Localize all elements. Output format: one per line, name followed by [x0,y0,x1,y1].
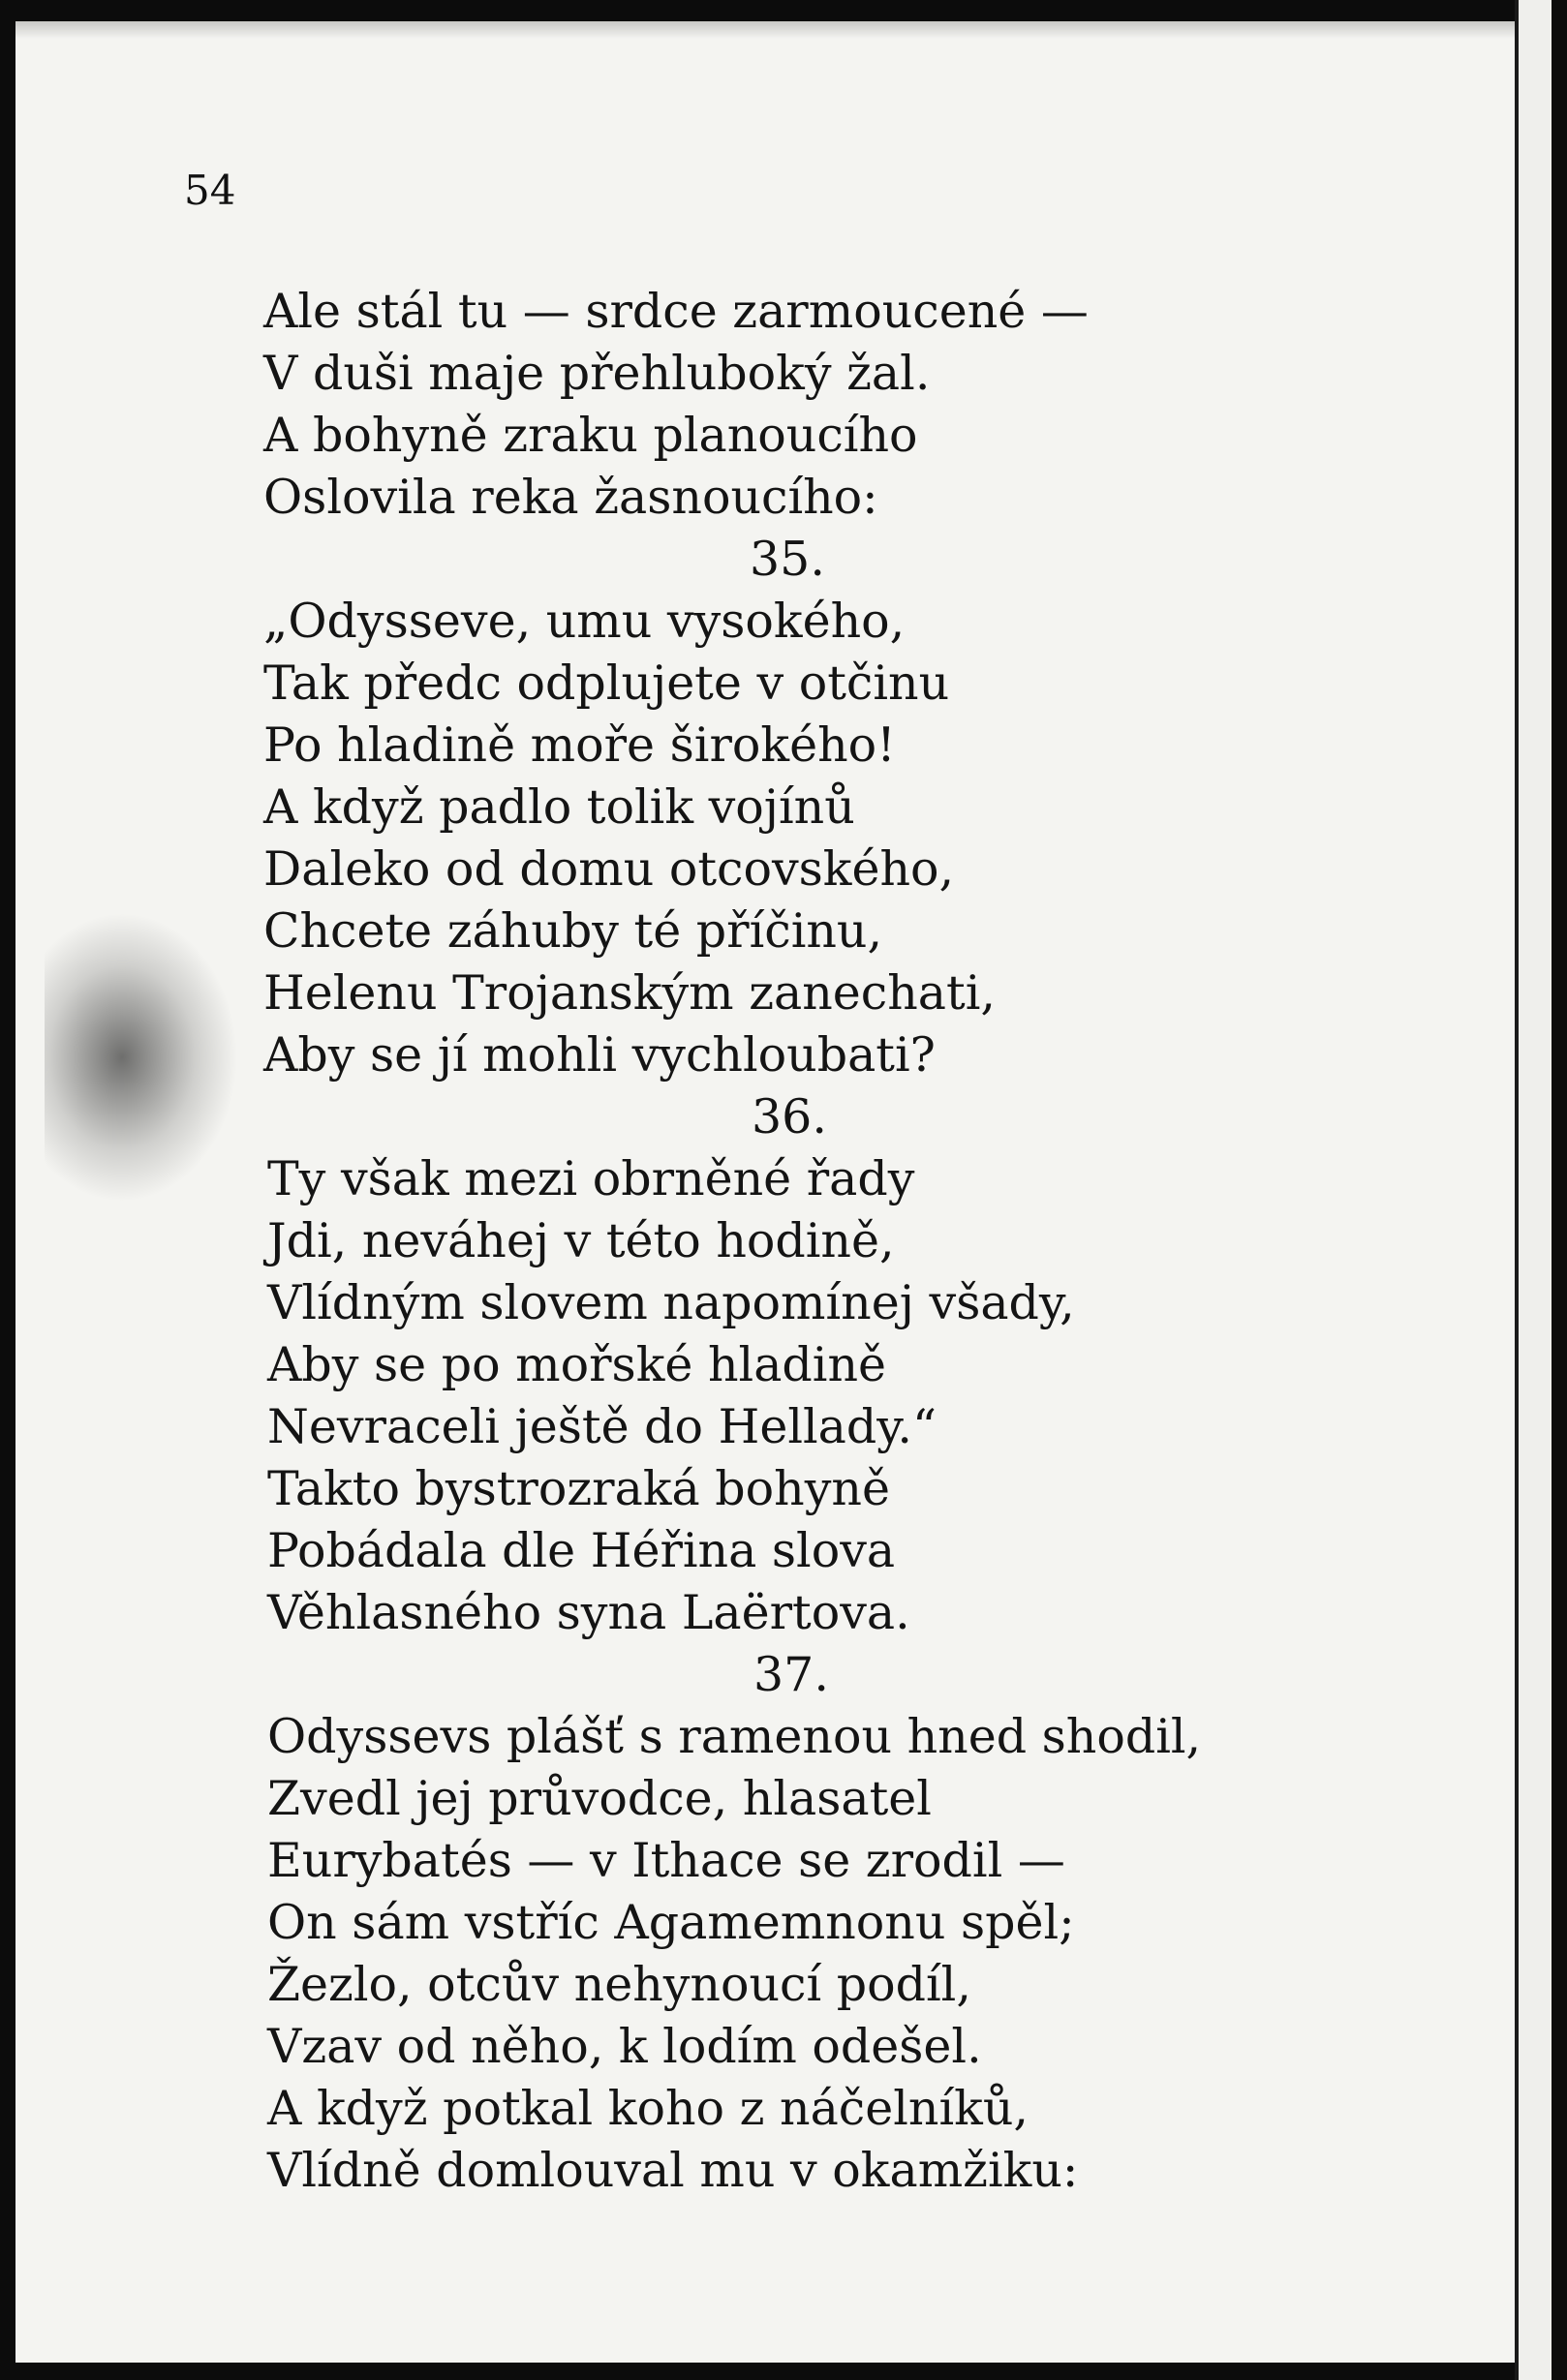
poem-line: Ale stál tu — srdce zarmoucené — [263,284,1089,339]
poem-line: Pobádala dle Héřina slova [267,1523,896,1578]
poem-line: A bohyně zraku planoucího [263,408,918,463]
stanza-number: 35. [750,532,825,587]
poem-line: Žezlo, otcův nehynoucí podíl, [267,1957,971,2012]
poem-line: Eurybatés — v Ithace se zrodil — [267,1833,1065,1888]
poem-line: „Odysseve, umu vysokého, [263,594,906,649]
poem-line: Aby se jí mohli vychloubati? [263,1027,936,1083]
poem-line: Helenu Trojanským zanechati, [263,965,996,1021]
poem-line: Daleko od domu otcovského, [263,841,955,897]
poem-line: Věhlasného syna Laërtova. [267,1585,910,1640]
book-page [15,21,1519,2363]
poem-line: Vlídným slovem napomínej všady, [267,1275,1075,1330]
poem-line: Zvedl jej průvodce, hlasatel [267,1771,932,1826]
poem-line: Po hladině moře širokého! [263,717,896,773]
poem-line: On sám vstříc Agamemnonu spěl; [267,1895,1075,1950]
page-number: 54 [184,167,236,214]
poem-line: Ty však mezi obrněné řady [267,1151,915,1206]
poem-line: Jdi, neváhej v této hodině, [267,1213,895,1268]
poem-line: Takto bystrozraká bohyně [267,1461,890,1516]
poem-line: A když potkal koho z náčelníků, [267,2081,1029,2136]
poem-line: A když padlo tolik vojínů [263,779,855,835]
poem-line: Odyssevs plášť s ramenou hned shodil, [267,1709,1202,1764]
poem-line: Chcete záhuby té příčinu, [263,903,883,959]
poem-line: Vlídně domlouval mu v okamžiku: [267,2143,1079,2198]
poem-line: Vzav od něho, k lodím odešel. [267,2019,982,2074]
poem-line: Oslovila reka žasnoucího: [263,470,878,525]
poem-line: Aby se po mořské hladině [267,1337,887,1392]
poem-line: Tak předc odplujete v otčinu [263,656,950,711]
stanza-number: 36. [752,1089,827,1144]
stanza-number: 37. [753,1647,829,1702]
poem-line: V duši maje přehluboký žal. [263,346,931,401]
adjacent-page-edge [1515,0,1552,2380]
poem-text [15,21,1519,2363]
poem-line: Nevraceli ještě do Hellady.“ [267,1399,937,1454]
